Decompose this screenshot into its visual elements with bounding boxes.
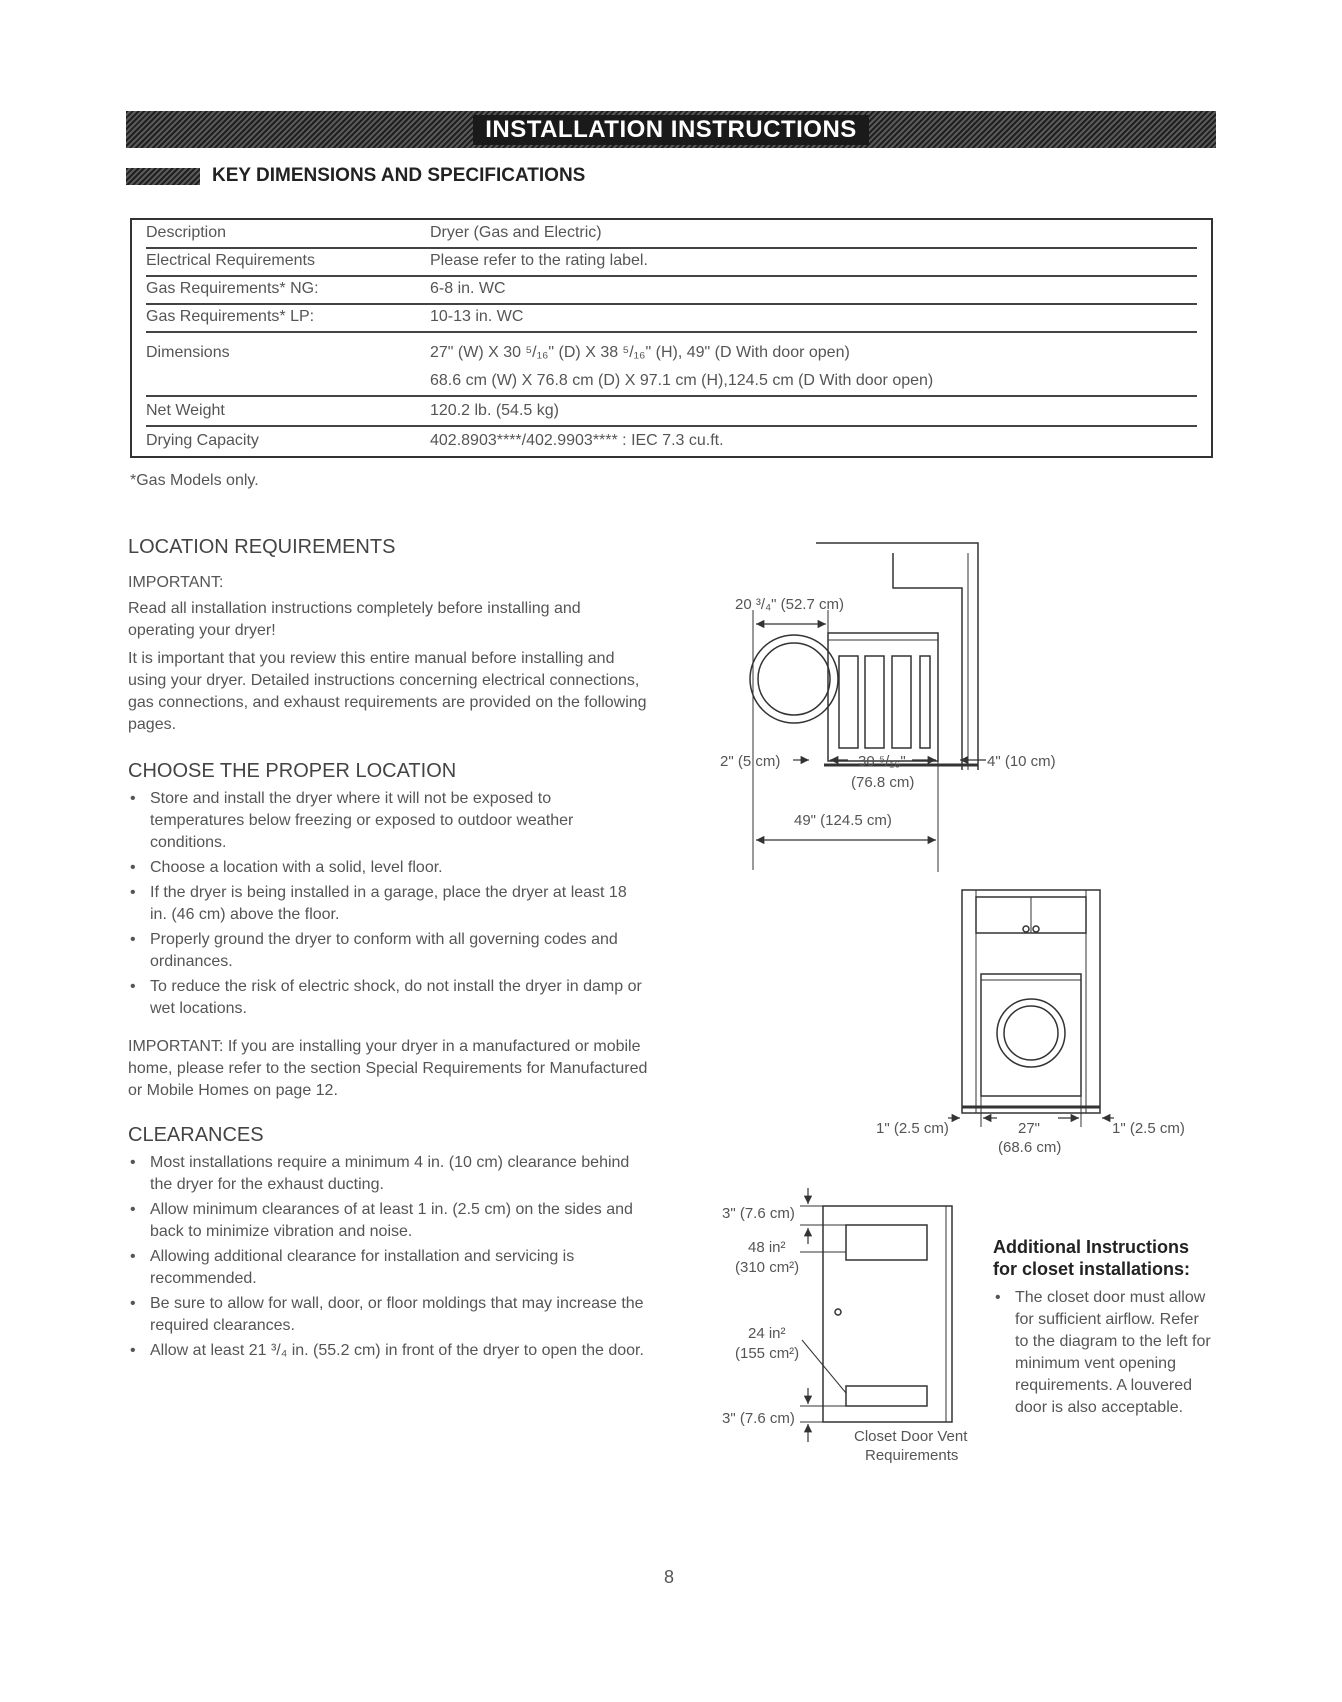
top-gap-label: 3" (7.6 cm) — [722, 1205, 795, 1222]
list-item: • Properly ground the dryer to conform with all governing codes and ordinances. — [128, 929, 648, 973]
closet-door-diagram — [800, 1188, 952, 1442]
spec-label: Dimensions — [146, 344, 230, 361]
additional-list — [993, 1287, 1213, 1419]
front-clearance-diagram — [948, 890, 1114, 1127]
front-gap-label: 2" (5 cm) — [720, 753, 781, 770]
spec-label: Gas Requirements* LP: — [146, 308, 315, 325]
width-cm-label: (68.6 cm) — [998, 1139, 1062, 1156]
top-vent-cm-label: (310 cm²) — [735, 1259, 800, 1276]
closet-door — [823, 1206, 952, 1422]
list-item: • The closet door must allow for sufficient airflow. Refer to the diagram to the left for minimum vent opening requirements. A louvered door is also acceptable. — [993, 1287, 1213, 1419]
spec-label: Net Weight — [146, 402, 225, 419]
intro-paragraph: Read all installation instructions completely before installing and operating your dryer! — [128, 600, 581, 639]
door-knob — [835, 1309, 841, 1315]
intro-paragraph: It is important that you review this entire manual before installing and using your dryer. Detailed instructions concerning electrical connections, gas connections, and exhaust requirements are provided on the following pages. — [128, 650, 647, 733]
shelf-outline — [893, 553, 962, 770]
top-vent-label: 48 in² — [748, 1239, 786, 1256]
list-item: • Choose a location with a solid, level floor. — [128, 857, 648, 879]
section-title: KEY DIMENSIONS AND SPECIFICATIONS — [212, 165, 586, 186]
list-item: • Most installations require a minimum 4 in. (10 cm) clearance behind the dryer for the exhaust ducting. — [128, 1152, 648, 1196]
diagram-caption: Closet Door Vent — [854, 1428, 968, 1445]
dryer-door-glass — [758, 643, 830, 715]
dryer-front — [981, 974, 1081, 1096]
spec-label: Drying Capacity — [146, 432, 259, 449]
spec-value: 120.2 lb. (54.5 kg) — [430, 402, 559, 419]
depth-in-label: 30 ⁵/₁₆" — [858, 753, 906, 770]
dryer-body — [828, 633, 938, 761]
dryer-panel — [839, 656, 858, 748]
spec-label: Description — [146, 224, 227, 241]
location-heading: LOCATION REQUIREMENTS — [128, 536, 396, 558]
bottom-vent-label: 24 in² — [748, 1325, 786, 1342]
list-item: • Allowing additional clearance for installation and servicing is recommended. — [128, 1246, 648, 1290]
spec-value: 402.8903****/402.9903**** : IEC 7.3 cu.ft. — [430, 432, 724, 449]
spec-value: Please refer to the rating label. — [430, 252, 648, 269]
dryer-door — [997, 999, 1065, 1067]
additional-title: Additional Instructions for closet installations: — [993, 1237, 1191, 1279]
spec-value: 10-13 in. WC — [430, 308, 524, 325]
spec-value: 27" (W) X 30 ⁵/₁₆" (D) X 38 ⁵/₁₆" (H), 49" (D With door open) — [430, 344, 850, 361]
banner-title: INSTALLATION INSTRUCTIONS — [473, 115, 869, 145]
dryer-panel — [865, 656, 884, 748]
list-item: • Be sure to allow for wall, door, or floor moldings that may increase the required clearances. — [128, 1293, 648, 1337]
dryer-door — [750, 635, 838, 723]
spec-label: Gas Requirements* NG: — [146, 280, 319, 297]
list-item: • To reduce the risk of electric shock, do not install the dryer in damp or wet locations. — [128, 976, 648, 1020]
list-item: • Store and install the dryer where it will not be exposed to temperatures below freezing or exposed to outdoor weather conditions. — [128, 788, 648, 854]
bottom-vent — [846, 1386, 927, 1406]
important-label: IMPORTANT: — [128, 574, 224, 591]
table-footnote: *Gas Models only. — [130, 472, 259, 489]
right-gap-label: 1" (2.5 cm) — [1112, 1120, 1185, 1137]
left-gap-label: 1" (2.5 cm) — [876, 1120, 949, 1137]
list-item: • If the dryer is being installed in a garage, place the dryer at least 18 in. (46 cm) above the floor. — [128, 882, 648, 926]
top-vent — [846, 1225, 927, 1260]
total-depth-label: 49" (124.5 cm) — [794, 812, 892, 829]
spec-value: Dryer (Gas and Electric) — [430, 224, 602, 241]
spec-value: 6-8 in. WC — [430, 280, 506, 297]
depth-cm-label: (76.8 cm) — [851, 774, 915, 791]
spec-value: 68.6 cm (W) X 76.8 cm (D) X 97.1 cm (H),124.5 cm (D With door open) — [430, 372, 934, 389]
dryer-panel — [892, 656, 911, 748]
dryer-door-glass — [1004, 1006, 1058, 1060]
bottom-vent-cm-label: (155 cm²) — [735, 1345, 800, 1362]
dryer-panel — [920, 656, 930, 748]
list-item: • Allow minimum clearances of at least 1 in. (2.5 cm) on the sides and back to minimize vibration and noise. — [128, 1199, 648, 1243]
bottom-gap-label: 3" (7.6 cm) — [722, 1410, 795, 1427]
diagram-caption: Requirements — [865, 1447, 959, 1464]
door-clearance-label: 20 ³/₄" (52.7 cm) — [735, 596, 844, 613]
page-number: 8 — [664, 1567, 675, 1587]
clearances-heading: CLEARANCES — [128, 1124, 264, 1146]
list-item: • Allow at least 21 ³/₄ in. (55.2 cm) in front of the dryer to open the door. — [128, 1340, 648, 1362]
important-note: IMPORTANT: If you are installing your dryer in a manufactured or mobile home, please refer to the section Special Requirements for Manufactured or Mobile Homes on page 12. — [128, 1038, 648, 1099]
rear-gap-label: 4" (10 cm) — [987, 753, 1056, 770]
choose-heading: CHOOSE THE PROPER LOCATION — [128, 760, 457, 782]
width-in-label: 27" — [1018, 1120, 1041, 1137]
spec-label: Electrical Requirements — [146, 252, 315, 269]
